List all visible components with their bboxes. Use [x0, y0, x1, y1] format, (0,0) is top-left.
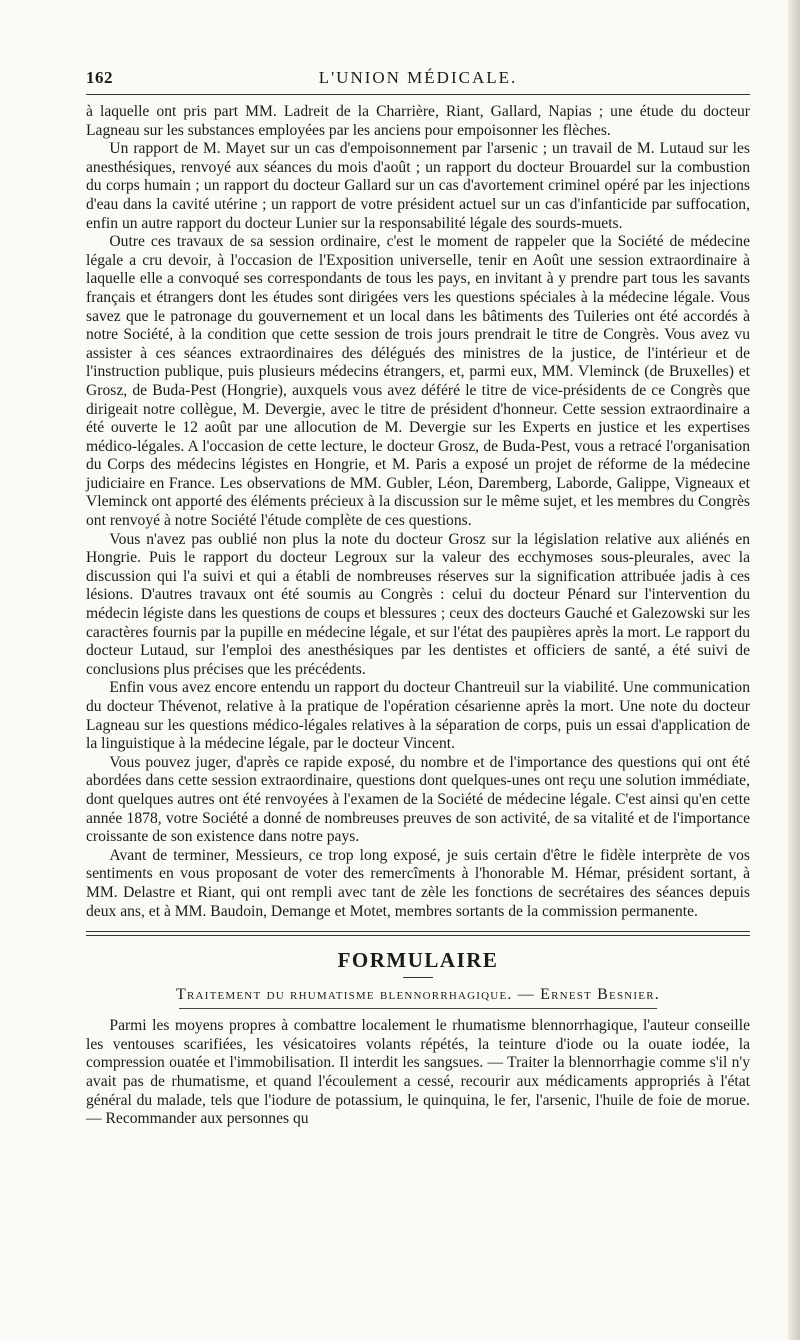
title-underline: [403, 977, 433, 978]
subtitle-underline: [179, 1008, 657, 1009]
article-body: [86, 103, 750, 921]
paragraph-other-works: Vous n'avez pas oublié non plus la note du docteur Grosz sur la législation relative aux aliénés en Hongrie. Puis le rapport du docteur Legroux sur la valeur des ecchymoses sous-pleurales, avec la discussion qui l'a suivi et qui a établi de nombreuses réserves sur la signification attribuée jadis à ces lésions. D'autres travaux ont été soumis au Congrès : celui du docteur Pénard sur l'intervention du médecin légiste dans les questions de coups et blessures ; ceux des docteurs Gauché et Galezowski sur les caractères fournis par la pupille en médecine légale, et sur l'état des paupières après la mort. Le rapport du docteur Lutaud, sur l'emploi des anesthésiques par les dentistes et officiers de santé, a été suivi de conclusions plus précises que les précédents.: [86, 530, 750, 678]
paragraph-further-reports: Enfin vous avez encore entendu un rapport du docteur Chantreuil sur la viabilité. Une communication du docteur Thévenot, relative à la pratique de l'opération césarienne après la mort. Une note du docteur Lagneau sur les questions médico-légales relatives à la séparation de corps, puis un essai d'application de la linguistique à la médecine légale, par le docteur Vincent.: [86, 679, 750, 753]
paragraph-congress: Outre ces travaux de sa session ordinaire, c'est le moment de rappeler que la Société de médecine légale a cru devoir, à l'occasion de l'Exposition universelle, tenir en Août une session extraordinaire à laquelle elle a convoqué ses correspondants de tous les pays, en invitant à y prendre part tous les savants français et étrangers dont les études sont dirigées vers les questions spéciales à la médecine légale. Vous savez que le patronage du gouvernement et un local dans les bâtiments des Tuileries ont été accordés à notre Société, à la condition que cette session de trois jours prendrait le titre de Congrès. Vous avez vu assister à ces séances extraordinaires des délégués des ministres de la justice, de l'intérieur et de l'instruction publique, puis plusieurs médecins étrangers, et, parmi eux, MM. Vleminck (de Bruxelles) et Grosz, de Buda-Pest (Hongrie), auxquels vous avez déféré le titre de vice-présidents de ce Congrès que dirigeait notre collègue, M. Devergie, avec le titre de président d'honneur. Cette session extraordinaire a été ouverte le 12 août par une allocution de M. Devergie sur les Experts en justice et les expertises médico-légales. A l'occasion de cette lecture, le docteur Grosz, de Buda-Pest, vous a retracé l'organisation du Corps des médecins légistes en Hongrie, et M. Paris a exposé un projet de réforme de la médecine judiciaire en France. Les observations de MM. Gubler, Léon, Daremberg, Laborde, Galippe, Vigneaux et Vleminck ont apporté des éléments précieux à la discussion sur le même sujet, et les membres du Congrès ont renvoyé à notre Société l'étude complète de ces questions.: [86, 233, 750, 530]
formulaire-paragraph: Parmi les moyens propres à combattre localement le rhumatisme blennorrhagique, l'auteur conseille les ventouses scarifiées, les vésicatoires volants répétés, la teinture d'iode ou la ouate iodée, la compression ouatée et l'immobilisation. Il interdit les sangsues. — Traiter la blennorrhagie comme s'il n'y avait pas de rhumatisme, et quand l'écoulement a cessé, recourir aux médicaments appropriés à l'état général du malade, tels que l'iodure de potassium, le quinquina, le fer, l'arsenic, l'huile de foie de morue. — Recommander aux personnes qu: [86, 1017, 750, 1128]
page-number: 162: [86, 68, 113, 87]
section-divider-bottom: [86, 935, 750, 936]
page-header: [86, 62, 750, 88]
section-divider-top: [86, 931, 750, 932]
header-rule: [86, 94, 750, 95]
page-edge-shadow: [788, 0, 800, 1340]
page-content: [86, 62, 750, 1129]
running-title: L'UNION MÉDICALE.: [318, 68, 518, 87]
section-title-formulaire: FORMULAIRE: [337, 948, 499, 973]
formulaire-subtitle: Traitement du rhumatisme blennorrhagique. — Ernest Besnier.: [176, 986, 660, 1004]
paragraph-summary: Vous pouvez juger, d'après ce rapide exposé, du nombre et de l'importance des questions qui ont été abordées dans cette session extraordinaire, questions dont quelques-unes ont reçu une solution immédiate, dont quelques autres ont été renvoyées à l'examen de la Société de médecine légale. C'est ainsi qu'en cette année 1878, votre Société a donné de nombreuses preuves de son activité, de sa vitalité et de l'importance croissante de son existence dans notre pays.: [86, 753, 750, 846]
formulaire-body: [86, 1017, 750, 1129]
paragraph-reports: Un rapport de M. Mayet sur un cas d'empoisonnement par l'arsenic ; un travail de M. Lutaud sur les anesthésiques, renvoyé aux séances du mois d'août ; un rapport du docteur Brouardel sur la combustion du corps humain ; un rapport du docteur Gallard sur un cas d'avortement criminel opéré par les injections d'eau dans la cavité utérine ; un rapport de votre président actuel sur un cas d'infanticide par suffocation, enfin un autre rapport du docteur Lunier sur la responsabilité légale des sourds-muets.: [86, 140, 750, 232]
paragraph-continued: à laquelle ont pris part MM. Ladreit de la Charrière, Riant, Gallard, Napias ; une étude du docteur Lagneau sur les substances employées par les anciens pour empoisonner les flèches.: [86, 103, 750, 139]
paragraph-closing: Avant de terminer, Messieurs, ce trop long exposé, je suis certain d'être le fidèle interprète de vos sentiments en vous proposant de voter des remercîments à l'honorable M. Hémar, président sortant, à MM. Delastre et Riant, qui ont rempli avec tant de zèle les fonctions de secrétaires des séances depuis deux ans, et à MM. Baudoin, Demange et Motet, membres sortants de la commission permanente.: [86, 846, 750, 920]
